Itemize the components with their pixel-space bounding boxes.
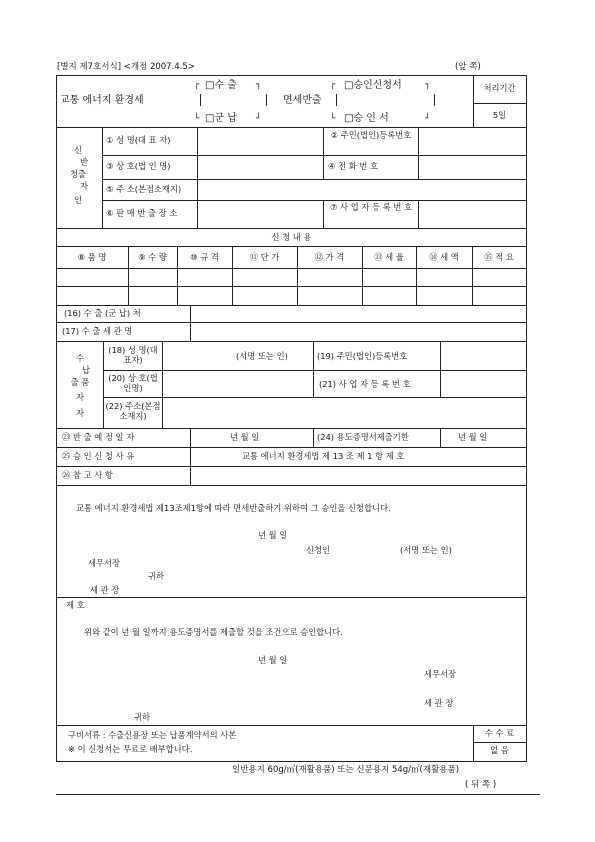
statement-addressee-tax: 세무서장 xyxy=(88,558,121,568)
recipient-label-divider xyxy=(162,341,163,428)
recipient-mid-divider2 xyxy=(440,341,441,397)
title-middle: 면세반출 xyxy=(283,95,322,106)
recipient-group-line2: 납 xyxy=(81,365,90,375)
line-127 xyxy=(56,127,527,128)
frame-right xyxy=(526,75,527,761)
applicant-phone-label: ④ 전 화 번 호 xyxy=(328,161,379,171)
applicant-group-line2: 반 xyxy=(79,157,88,167)
option-application: □승인신청서 xyxy=(344,80,402,91)
line-447 xyxy=(56,447,527,448)
column-header-spec: ⑩ 규 격 xyxy=(190,252,219,262)
recipient-name-label: (18) 성 명(대표자) xyxy=(108,345,158,365)
period-line xyxy=(473,103,526,104)
bracket-right-bot-r: ┘ xyxy=(425,114,431,124)
statement-applicant: 신청인 xyxy=(306,545,331,555)
frame-top xyxy=(56,75,527,76)
recipient-group-divider xyxy=(103,341,104,428)
recipient-address-label: (22) 주소(본점소재지) xyxy=(105,401,161,421)
column-header-remarks: ⑮ 적 요 xyxy=(484,252,514,262)
column-header-rate: ⑬ 세 율 xyxy=(374,252,404,262)
line-370 xyxy=(103,370,527,371)
frame-left xyxy=(56,75,57,761)
approval-to: 귀하 xyxy=(134,712,151,722)
recipient-group-line4: 자 xyxy=(75,392,84,402)
bracket-line-r2 xyxy=(434,94,435,106)
applicant-group-line3: 청출 xyxy=(69,169,87,179)
line-305 xyxy=(56,305,527,306)
approval-text: 위와 같이 년 월 일까지 용도증명서를 제출할 것을 조건으로 승인합니다. xyxy=(84,627,343,637)
applicant-group-divider xyxy=(102,127,103,228)
line-246 xyxy=(56,246,527,247)
applicant-mid-divider2 xyxy=(418,127,419,179)
recipient-id-label: (19) 주민(법인)등록번호 xyxy=(317,351,408,361)
line-268 xyxy=(56,268,527,269)
applicant-group-line5: 인 xyxy=(73,195,82,205)
approval-number-label: 제 호 xyxy=(66,600,85,610)
line-228 xyxy=(56,228,527,229)
shipment-date-value: 년 월 일 xyxy=(230,432,260,442)
form-number: [별지 제7호서식] <개정 2007.4.5> xyxy=(57,62,195,72)
reason-label: ㉕ 승 인 신 청 사 유 xyxy=(62,451,135,461)
line-725 xyxy=(56,725,527,726)
applicant-bizno-label: ⑦ 사 업 자 등 록 번 호 xyxy=(329,202,412,212)
recipient-bizno-label: (21) 사 업 자 등 록 번 호 xyxy=(319,379,411,389)
fee-label: 수 수 료 xyxy=(484,728,515,738)
export-destination-label: (16) 수 출 (군 납) 처 xyxy=(64,308,141,318)
line-485 xyxy=(56,485,527,486)
fee-line xyxy=(473,742,526,743)
free-notice: ※ 이 신청서는 무료로 배부합니다. xyxy=(68,744,193,754)
reason-value: 교통 에너지 환경세법 제 13 조 제 1 항 제 호 xyxy=(242,451,405,461)
recipient-mid-divider1 xyxy=(313,341,314,397)
bracket-line-r1 xyxy=(336,94,337,106)
applicant-address-label: ⑤ 주 소(본점소재지) xyxy=(106,184,182,194)
deadline-label: (24) 용도증명서제출기한 xyxy=(317,432,409,442)
recipient-company-label: (20) 상 호(법인명) xyxy=(108,373,158,393)
column-header-tax: ⑭ 세 액 xyxy=(429,252,459,262)
applicant-mid-divider1 xyxy=(323,127,324,179)
applicant-id-label: ② 주민(법인)등록번호 xyxy=(330,130,412,140)
title-main: 교통 에너지 환경세 xyxy=(60,95,144,106)
applicant-label-divider xyxy=(197,127,198,228)
applicant-mid-divider3 xyxy=(323,200,324,228)
line-155 xyxy=(102,155,526,156)
schedule-divider xyxy=(190,428,191,485)
statement-sign: (서명 또는 인) xyxy=(400,545,452,555)
line-428 xyxy=(56,428,527,429)
column-header-price: ⑫ 가 격 xyxy=(314,252,345,262)
dest-divider xyxy=(190,305,191,341)
column-header-unit-price: ⑪ 단 가 xyxy=(249,252,280,262)
applicant-group-line1: 신 xyxy=(73,145,82,155)
line-466 xyxy=(56,466,527,467)
statement-addressee-customs: 세 관 장 xyxy=(90,585,120,595)
line-397 xyxy=(103,397,527,398)
line-286 xyxy=(56,286,527,287)
applicant-company-label: ③ 상 호(법 인 명) xyxy=(106,161,171,171)
fee-value: 없 음 xyxy=(490,745,509,755)
applicant-store-label: ⑥ 판 매 반 출 장 소 xyxy=(106,208,178,218)
bracket-left-bot-r: ┘ xyxy=(256,114,262,124)
line-322 xyxy=(56,322,527,323)
bracket-right-top: ┌ xyxy=(330,80,336,90)
bracket-left-bot: └ xyxy=(194,114,200,124)
statement-date: 년 월 일 xyxy=(258,530,288,540)
bracket-right-top-r: ┐ xyxy=(425,80,431,90)
bracket-line-l1 xyxy=(200,94,201,106)
deadline-value: 년 월 일 xyxy=(458,432,488,442)
frame-bottom xyxy=(56,761,527,762)
line-597 xyxy=(56,597,527,598)
bracket-right-bot: └ xyxy=(330,114,336,124)
applicant-name-label: ① 성 명(대 표 자) xyxy=(106,135,171,145)
approval-issuer-customs: 세 관 장 xyxy=(424,698,454,708)
recipient-group-line1: 수 xyxy=(75,353,84,363)
bracket-left-top: ┌ xyxy=(194,80,200,90)
approval-date: 년 월 일 xyxy=(258,655,288,665)
option-approval: □승 인 서 xyxy=(344,113,389,124)
reference-label: ㉖ 참 고 사 항 xyxy=(62,470,113,480)
statement-text: 교통 에너지 환경세법 제13조제1항에 따라 면세반출하기 위하여 그 승인을 신청합니다. xyxy=(76,503,391,513)
customs-office-label: (17) 수 출 세 관 명 xyxy=(62,326,133,336)
option-export: □수 출 xyxy=(205,80,237,91)
back-side-label: ( 뒤 쪽 ) xyxy=(465,780,497,790)
applicant-mid-divider4 xyxy=(418,200,419,228)
application-section-title: 신 청 내 용 xyxy=(271,232,312,242)
line-341 xyxy=(56,341,527,342)
page-side-label: (앞 쪽) xyxy=(455,62,481,72)
bracket-left-top-r: ┐ xyxy=(256,80,262,90)
paper-spec: 일반용지 60g/㎡(재활용품) 또는 신문용지 54g/㎡(재활용품) xyxy=(232,765,460,775)
period-value: 5일 xyxy=(492,110,507,120)
recipient-group-line3: 출 품 xyxy=(70,377,90,387)
recipient-group-line5: 자 xyxy=(75,408,84,418)
recipient-sign-label: (서명 또는 인) xyxy=(236,351,288,361)
line-200 xyxy=(102,200,526,201)
option-military: □군 납 xyxy=(205,113,237,124)
schedule-mid-divider xyxy=(313,428,314,447)
bottom-rule xyxy=(56,794,540,795)
statement-to: 귀하 xyxy=(148,571,165,581)
line-179 xyxy=(102,179,526,180)
period-label: 처리기간 xyxy=(483,83,516,93)
column-header-item: ⑧ 품 명 xyxy=(77,252,107,262)
bracket-line-l2 xyxy=(266,94,267,106)
shipment-date-label: ㉓ 반 출 예 정 일 자 xyxy=(62,432,135,442)
applicant-group-line4: 자 xyxy=(79,181,88,191)
column-header-qty: ⑨ 수 량 xyxy=(138,252,167,262)
approval-issuer-tax: 세무서장 xyxy=(424,669,457,679)
required-docs: 구비서류 : 수출신용장 또는 납품계약서의 사본 xyxy=(68,730,237,740)
schedule-mid-divider2 xyxy=(440,428,441,447)
